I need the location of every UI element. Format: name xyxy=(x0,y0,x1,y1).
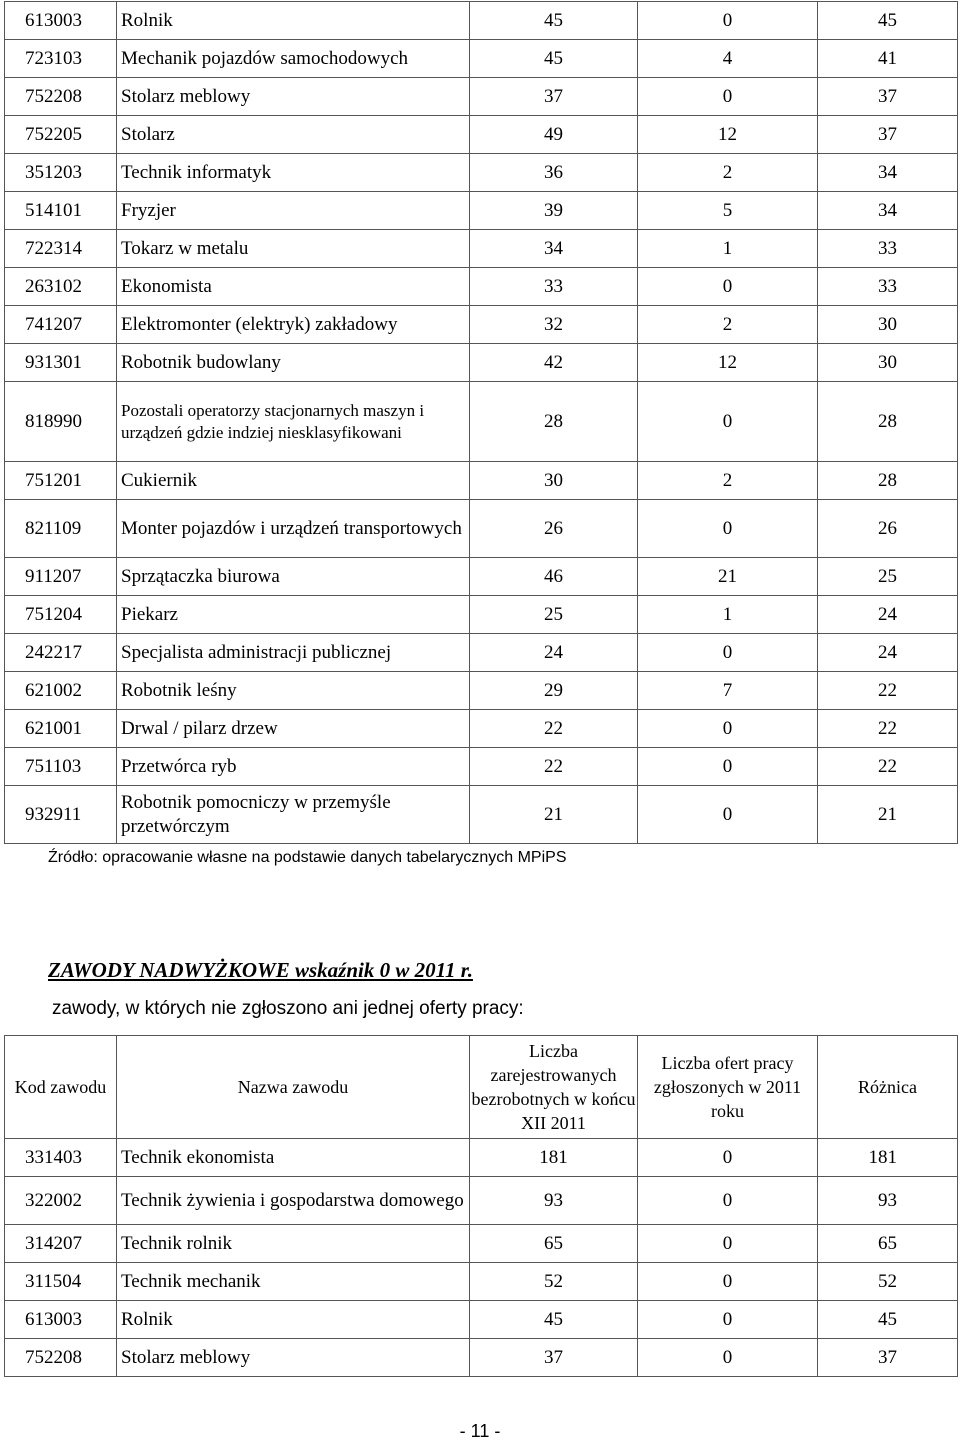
offers-count-cell: 0 xyxy=(638,1177,818,1225)
offers-count-cell: 0 xyxy=(638,2,818,40)
occupation-name-cell: Technik mechanik xyxy=(117,1263,470,1301)
occupation-code-cell: 351203 xyxy=(5,154,117,192)
header-name: Nazwa zawodu xyxy=(117,1036,470,1139)
difference-cell: 25 xyxy=(818,558,958,596)
registered-count-cell: 29 xyxy=(470,672,638,710)
occupation-code-cell: 818990 xyxy=(5,382,117,462)
difference-cell: 37 xyxy=(818,78,958,116)
occupations-table-top xyxy=(4,1,958,844)
offers-count-cell: 0 xyxy=(638,748,818,786)
registered-count-cell: 93 xyxy=(470,1177,638,1225)
table-row xyxy=(5,672,958,710)
registered-count-cell: 24 xyxy=(470,634,638,672)
registered-count-cell: 34 xyxy=(470,230,638,268)
registered-count-cell: 42 xyxy=(470,344,638,382)
table-row xyxy=(5,1339,958,1377)
occupation-name-cell: Robotnik leśny xyxy=(117,672,470,710)
occupation-code-cell: 752208 xyxy=(5,1339,117,1377)
difference-cell: 24 xyxy=(818,634,958,672)
zero-offers-table xyxy=(4,1035,958,1377)
occupation-name-cell: Technik żywienia i gospodarstwa domowego xyxy=(117,1177,470,1225)
registered-count-cell: 36 xyxy=(470,154,638,192)
difference-cell: 34 xyxy=(818,154,958,192)
difference-cell: 181 xyxy=(818,1139,958,1177)
registered-count-cell: 52 xyxy=(470,1263,638,1301)
table-header-row xyxy=(5,1036,958,1139)
table-row xyxy=(5,500,958,558)
offers-count-cell: 0 xyxy=(638,786,818,844)
occupation-name-cell: Mechanik pojazdów samochodowych xyxy=(117,40,470,78)
offers-count-cell: 12 xyxy=(638,116,818,154)
table-row xyxy=(5,786,958,844)
offers-count-cell: 7 xyxy=(638,672,818,710)
table-row xyxy=(5,154,958,192)
offers-count-cell: 4 xyxy=(638,40,818,78)
offers-count-cell: 0 xyxy=(638,78,818,116)
registered-count-cell: 30 xyxy=(470,462,638,500)
table-row xyxy=(5,2,958,40)
occupation-name-cell: Piekarz xyxy=(117,596,470,634)
occupation-code-cell: 311504 xyxy=(5,1263,117,1301)
offers-count-cell: 0 xyxy=(638,1263,818,1301)
occupation-name-cell: Tokarz w metalu xyxy=(117,230,470,268)
occupation-code-cell: 751103 xyxy=(5,748,117,786)
difference-cell: 93 xyxy=(818,1177,958,1225)
occupation-name-cell: Fryzjer xyxy=(117,192,470,230)
occupation-name-cell: Rolnik xyxy=(117,2,470,40)
table-row xyxy=(5,78,958,116)
registered-count-cell: 32 xyxy=(470,306,638,344)
table-row xyxy=(5,344,958,382)
occupation-code-cell: 931301 xyxy=(5,344,117,382)
difference-cell: 52 xyxy=(818,1263,958,1301)
occupation-code-cell: 752208 xyxy=(5,78,117,116)
offers-count-cell: 0 xyxy=(638,1225,818,1263)
occupation-name-cell: Sprzątaczka biurowa xyxy=(117,558,470,596)
table-row xyxy=(5,596,958,634)
registered-count-cell: 21 xyxy=(470,786,638,844)
registered-count-cell: 65 xyxy=(470,1225,638,1263)
header-code: Kod zawodu xyxy=(5,1036,117,1139)
registered-count-cell: 28 xyxy=(470,382,638,462)
registered-count-cell: 46 xyxy=(470,558,638,596)
table-row xyxy=(5,268,958,306)
offers-count-cell: 2 xyxy=(638,306,818,344)
difference-cell: 37 xyxy=(818,1339,958,1377)
table-body xyxy=(5,2,958,844)
occupation-name-cell: Pozostali operatorzy stacjonarnych maszyn i urządzeń gdzie indziej niesklasyfikowani xyxy=(117,382,470,462)
difference-cell: 65 xyxy=(818,1225,958,1263)
offers-count-cell: 21 xyxy=(638,558,818,596)
table-row xyxy=(5,230,958,268)
registered-count-cell: 37 xyxy=(470,78,638,116)
registered-count-cell: 22 xyxy=(470,710,638,748)
table-body xyxy=(5,1139,958,1377)
occupation-code-cell: 613003 xyxy=(5,2,117,40)
occupation-name-cell: Rolnik xyxy=(117,1301,470,1339)
table-row xyxy=(5,462,958,500)
occupation-code-cell: 621002 xyxy=(5,672,117,710)
table-row xyxy=(5,710,958,748)
occupation-code-cell: 911207 xyxy=(5,558,117,596)
occupation-name-cell: Elektromonter (elektryk) zakładowy xyxy=(117,306,470,344)
occupation-code-cell: 613003 xyxy=(5,1301,117,1339)
occupation-code-cell: 514101 xyxy=(5,192,117,230)
offers-count-cell: 0 xyxy=(638,710,818,748)
occupation-code-cell: 751201 xyxy=(5,462,117,500)
occupation-name-cell: Technik rolnik xyxy=(117,1225,470,1263)
occupation-name-cell: Robotnik budowlany xyxy=(117,344,470,382)
offers-count-cell: 2 xyxy=(638,462,818,500)
occupation-code-cell: 314207 xyxy=(5,1225,117,1263)
offers-count-cell: 0 xyxy=(638,1301,818,1339)
occupation-name-cell: Stolarz meblowy xyxy=(117,1339,470,1377)
table-row xyxy=(5,1263,958,1301)
occupation-name-cell: Przetwórca ryb xyxy=(117,748,470,786)
table-row xyxy=(5,192,958,230)
difference-cell: 28 xyxy=(818,462,958,500)
registered-count-cell: 22 xyxy=(470,748,638,786)
occupation-name-cell: Specjalista administracji publicznej xyxy=(117,634,470,672)
occupation-code-cell: 752205 xyxy=(5,116,117,154)
header-registered: Liczba zarejestrowanych bezrobotnych w końcu XII 2011 xyxy=(470,1036,638,1139)
occupation-name-cell: Ekonomista xyxy=(117,268,470,306)
difference-cell: 22 xyxy=(818,748,958,786)
occupation-name-cell: Monter pojazdów i urządzeń transportowych xyxy=(117,500,470,558)
offers-count-cell: 12 xyxy=(638,344,818,382)
table-row xyxy=(5,1301,958,1339)
table-row xyxy=(5,634,958,672)
difference-cell: 22 xyxy=(818,672,958,710)
offers-count-cell: 1 xyxy=(638,230,818,268)
difference-cell: 30 xyxy=(818,306,958,344)
offers-count-cell: 1 xyxy=(638,596,818,634)
occupation-code-cell: 263102 xyxy=(5,268,117,306)
difference-cell: 45 xyxy=(818,2,958,40)
registered-count-cell: 181 xyxy=(470,1139,638,1177)
difference-cell: 22 xyxy=(818,710,958,748)
occupation-name-cell: Technik informatyk xyxy=(117,154,470,192)
table-row xyxy=(5,558,958,596)
table-row xyxy=(5,748,958,786)
registered-count-cell: 25 xyxy=(470,596,638,634)
table-row xyxy=(5,306,958,344)
occupation-code-cell: 932911 xyxy=(5,786,117,844)
occupation-code-cell: 751204 xyxy=(5,596,117,634)
offers-count-cell: 0 xyxy=(638,634,818,672)
difference-cell: 45 xyxy=(818,1301,958,1339)
difference-cell: 30 xyxy=(818,344,958,382)
offers-count-cell: 0 xyxy=(638,1339,818,1377)
offers-count-cell: 0 xyxy=(638,1139,818,1177)
occupation-code-cell: 242217 xyxy=(5,634,117,672)
registered-count-cell: 37 xyxy=(470,1339,638,1377)
source-note: Źródło: opracowanie własne na podstawie danych tabelarycznych MPiPS xyxy=(48,849,567,866)
offers-count-cell: 0 xyxy=(638,268,818,306)
registered-count-cell: 33 xyxy=(470,268,638,306)
difference-cell: 37 xyxy=(818,116,958,154)
page-number: - 11 - xyxy=(459,1421,501,1441)
registered-count-cell: 45 xyxy=(470,40,638,78)
occupation-code-cell: 331403 xyxy=(5,1139,117,1177)
section-title: ZAWODY NADWYŻKOWE wskaźnik 0 w 2011 r. xyxy=(48,958,473,982)
offers-count-cell: 0 xyxy=(638,382,818,462)
occupation-code-cell: 621001 xyxy=(5,710,117,748)
table-row xyxy=(5,40,958,78)
occupation-name-cell: Technik ekonomista xyxy=(117,1139,470,1177)
offers-count-cell: 5 xyxy=(638,192,818,230)
table-row xyxy=(5,116,958,154)
section-description: zawody, w których nie zgłoszono ani jednej oferty pracy: xyxy=(52,998,524,1019)
difference-cell: 26 xyxy=(818,500,958,558)
occupation-code-cell: 322002 xyxy=(5,1177,117,1225)
occupation-name-cell: Robotnik pomocniczy w przemyśle przetwórczym xyxy=(117,786,470,844)
registered-count-cell: 45 xyxy=(470,1301,638,1339)
table-row xyxy=(5,1177,958,1225)
occupation-name-cell: Cukiernik xyxy=(117,462,470,500)
registered-count-cell: 26 xyxy=(470,500,638,558)
difference-cell: 33 xyxy=(818,268,958,306)
occupation-code-cell: 741207 xyxy=(5,306,117,344)
occupation-code-cell: 723103 xyxy=(5,40,117,78)
difference-cell: 21 xyxy=(818,786,958,844)
occupation-code-cell: 722314 xyxy=(5,230,117,268)
table-row xyxy=(5,1225,958,1263)
occupation-name-cell: Stolarz xyxy=(117,116,470,154)
occupation-code-cell: 821109 xyxy=(5,500,117,558)
occupation-name-cell: Stolarz meblowy xyxy=(117,78,470,116)
offers-count-cell: 2 xyxy=(638,154,818,192)
occupation-name-cell: Drwal / pilarz drzew xyxy=(117,710,470,748)
header-difference: Różnica xyxy=(818,1036,958,1139)
difference-cell: 33 xyxy=(818,230,958,268)
registered-count-cell: 39 xyxy=(470,192,638,230)
table-row xyxy=(5,382,958,462)
difference-cell: 28 xyxy=(818,382,958,462)
difference-cell: 34 xyxy=(818,192,958,230)
registered-count-cell: 49 xyxy=(470,116,638,154)
difference-cell: 41 xyxy=(818,40,958,78)
table-row xyxy=(5,1139,958,1177)
difference-cell: 24 xyxy=(818,596,958,634)
header-offers: Liczba ofert pracy zgłoszonych w 2011 roku xyxy=(638,1036,818,1139)
offers-count-cell: 0 xyxy=(638,500,818,558)
registered-count-cell: 45 xyxy=(470,2,638,40)
